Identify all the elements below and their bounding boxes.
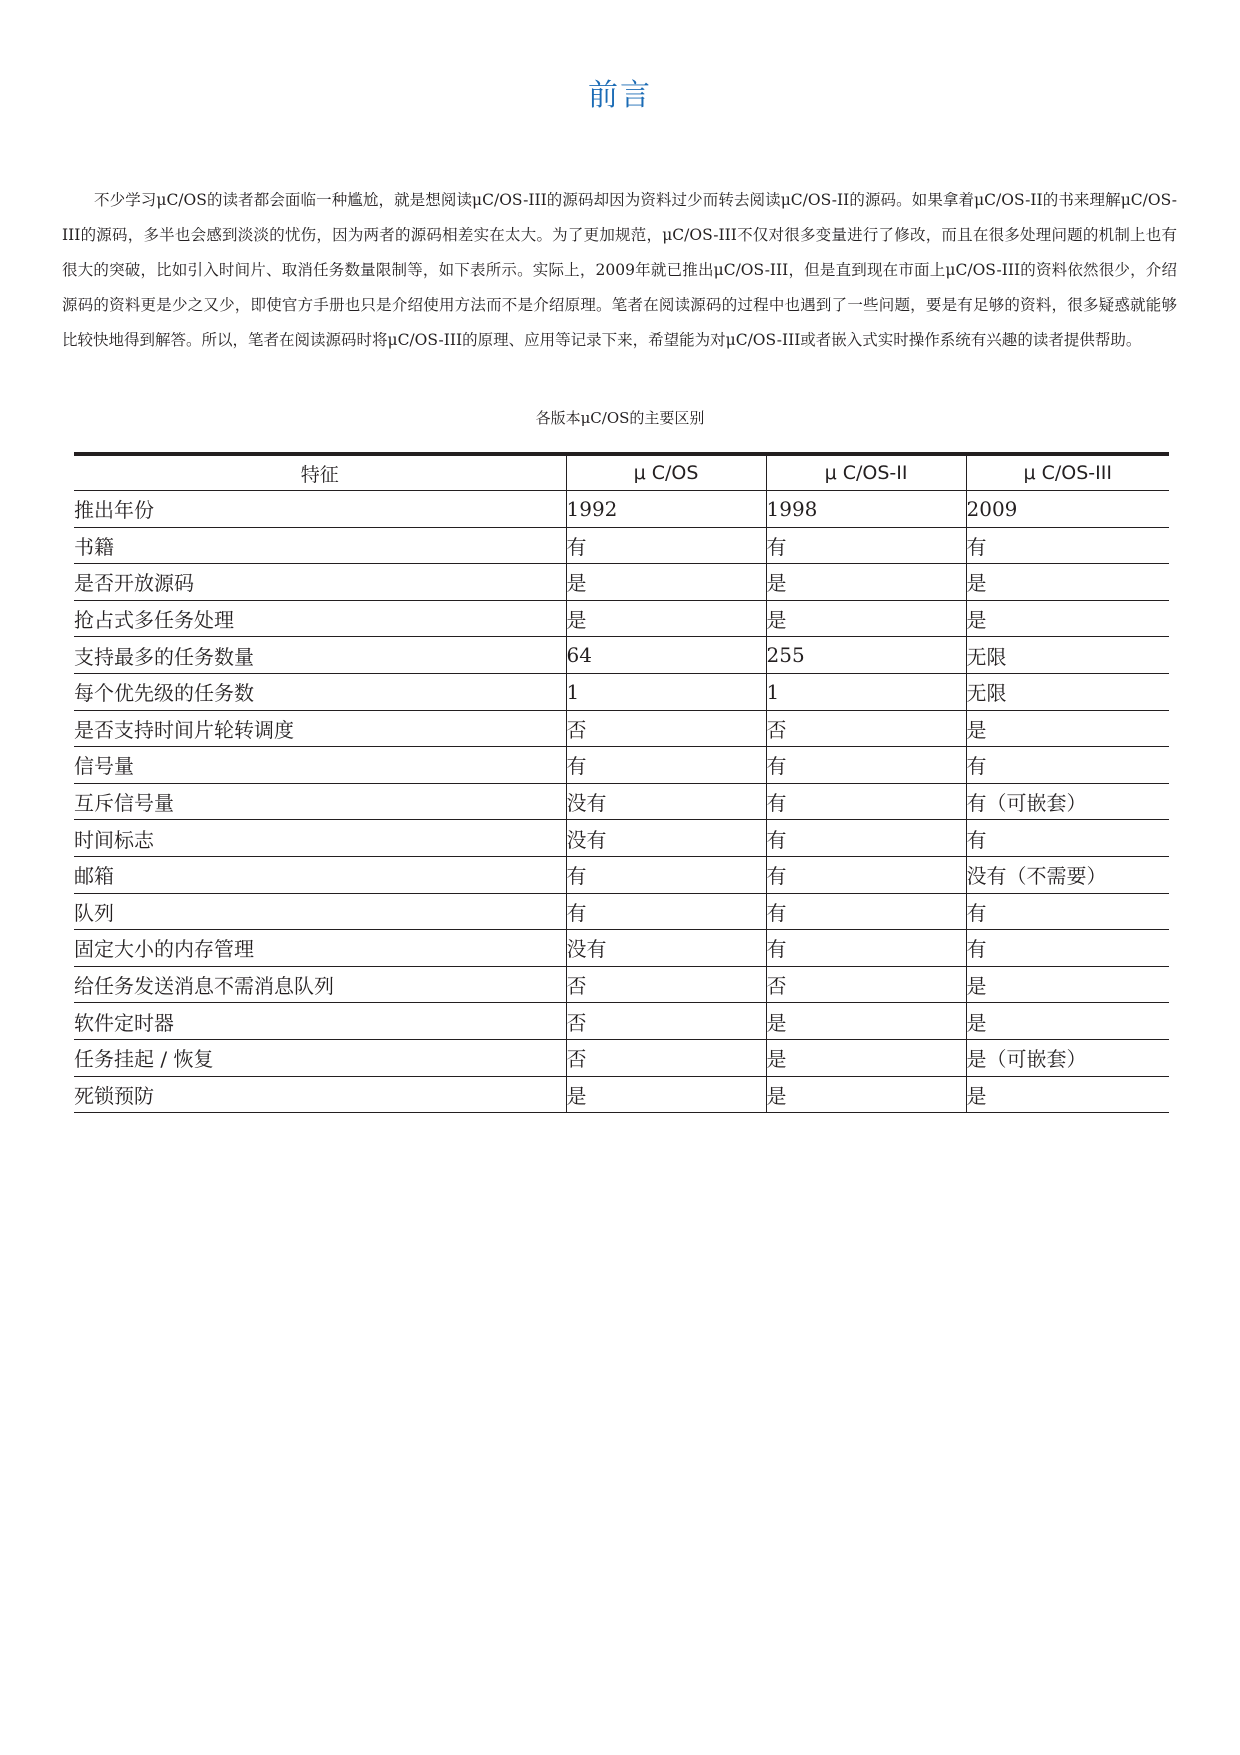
cell-ucos: 是 [566,600,766,637]
cell-ucos-ii: 有 [766,893,966,930]
header-ucos-iii: μ C/OS-III [966,454,1169,491]
cell-ucos: 是 [566,1076,766,1113]
cell-ucos-iii: 是 [966,1076,1169,1113]
table-row [74,1039,1169,1076]
cell-ucos-iii: 是 [966,600,1169,637]
cell-feature: 软件定时器 [74,1003,566,1040]
cell-ucos-ii: 有 [766,856,966,893]
comparison-table [74,452,1169,1113]
header-ucos-ii: μ C/OS-II [766,454,966,491]
table-row [74,820,1169,857]
table-row [74,491,1169,528]
cell-ucos: 没有 [566,930,766,967]
table-row [74,1003,1169,1040]
cell-ucos: 有 [566,527,766,564]
cell-feature: 互斥信号量 [74,783,566,820]
cell-ucos-ii: 255 [766,637,966,674]
cell-ucos: 1 [566,673,766,710]
table-row [74,564,1169,601]
intro-paragraph: 不少学习μC/OS的读者都会面临一种尴尬，就是想阅读μC/OS-III的源码却因为资料过少而转去阅读μC/OS-II的源码。如果拿着μC/OS-II的书来理解μC/OS-III的源码，多半也会感到淡淡的忧伤，因为两者的源码相差实在太大。为了更加规范，μC/OS-III不仅对很多变量进行了修改，而且在很多处理问题的机制上也有很大的突破，比如引入时间片、取消任务数量限制等，如下表所示。实际上，2009年就已推出μC/OS-III，但是直到现在市面上μC/OS-III的资料依然很少，介绍源码的资料更是少之又少，即使官方手册也只是介绍使用方法而不是介绍原理。笔者在阅读源码的过程中也遇到了一些问题，要是有足够的资料，很多疑惑就能够比较快地得到解答。所以，笔者在阅读源码时将μC/OS-III的原理、应用等记录下来，希望能为对μC/OS-III或者嵌入式实时操作系统有兴趣的读者提供帮助。 [62,191,1177,349]
cell-ucos-iii: 有（可嵌套） [966,783,1169,820]
table-row [74,673,1169,710]
table-row [74,637,1169,674]
table-body [74,491,1169,1113]
cell-ucos: 否 [566,966,766,1003]
cell-feature: 死锁预防 [74,1076,566,1113]
cell-ucos-iii: 是 [966,564,1169,601]
cell-ucos: 没有 [566,820,766,857]
cell-ucos-iii: 有 [966,820,1169,857]
cell-feature: 队列 [74,893,566,930]
table-row [74,1076,1169,1113]
cell-ucos-ii: 是 [766,1076,966,1113]
cell-ucos-iii: 有 [966,527,1169,564]
table-row [74,930,1169,967]
cell-ucos-ii: 否 [766,710,966,747]
cell-ucos-iii: 无限 [966,673,1169,710]
table-row [74,747,1169,784]
cell-ucos-ii: 否 [766,966,966,1003]
table-row [74,527,1169,564]
cell-feature: 信号量 [74,747,566,784]
table-row [74,856,1169,893]
cell-feature: 每个优先级的任务数 [74,673,566,710]
cell-ucos-iii: 没有（不需要） [966,856,1169,893]
cell-feature: 时间标志 [74,820,566,857]
table-row [74,893,1169,930]
cell-ucos-ii: 1 [766,673,966,710]
cell-ucos-iii: 是 [966,966,1169,1003]
cell-ucos-ii: 是 [766,1039,966,1076]
cell-feature: 任务挂起 / 恢复 [74,1039,566,1076]
cell-ucos: 1992 [566,491,766,528]
cell-ucos-iii: 是 [966,710,1169,747]
cell-ucos-ii: 有 [766,747,966,784]
cell-ucos: 是 [566,564,766,601]
table-row [74,966,1169,1003]
cell-feature: 给任务发送消息不需消息队列 [74,966,566,1003]
cell-ucos-ii: 是 [766,1003,966,1040]
cell-ucos-ii: 是 [766,564,966,601]
cell-feature: 支持最多的任务数量 [74,637,566,674]
cell-ucos: 否 [566,1039,766,1076]
table-header-row [74,454,1169,491]
cell-feature: 固定大小的内存管理 [74,930,566,967]
cell-ucos-iii: 有 [966,930,1169,967]
cell-ucos-ii: 有 [766,527,966,564]
cell-ucos-iii: 是（可嵌套） [966,1039,1169,1076]
cell-feature: 是否支持时间片轮转调度 [74,710,566,747]
cell-feature: 推出年份 [74,491,566,528]
table-row [74,783,1169,820]
header-feature: 特征 [74,454,566,491]
header-ucos: μ C/OS [566,454,766,491]
cell-ucos-iii: 2009 [966,491,1169,528]
cell-ucos-iii: 是 [966,1003,1169,1040]
cell-ucos-iii: 无限 [966,637,1169,674]
cell-ucos: 否 [566,710,766,747]
cell-ucos-ii: 有 [766,783,966,820]
cell-ucos: 有 [566,856,766,893]
cell-ucos-iii: 有 [966,747,1169,784]
cell-ucos-ii: 有 [766,930,966,967]
table-row [74,600,1169,637]
cell-feature: 抢占式多任务处理 [74,600,566,637]
cell-ucos-ii: 1998 [766,491,966,528]
cell-ucos: 否 [566,1003,766,1040]
cell-ucos: 有 [566,747,766,784]
page-title: 前言 [588,78,652,113]
cell-ucos-iii: 有 [966,893,1169,930]
cell-ucos: 没有 [566,783,766,820]
cell-feature: 邮箱 [74,856,566,893]
cell-ucos-ii: 有 [766,820,966,857]
cell-feature: 是否开放源码 [74,564,566,601]
table-caption: 各版本μC/OS的主要区别 [535,409,705,427]
cell-ucos: 有 [566,893,766,930]
cell-ucos: 64 [566,637,766,674]
cell-ucos-ii: 是 [766,600,966,637]
cell-feature: 书籍 [74,527,566,564]
table-row [74,710,1169,747]
